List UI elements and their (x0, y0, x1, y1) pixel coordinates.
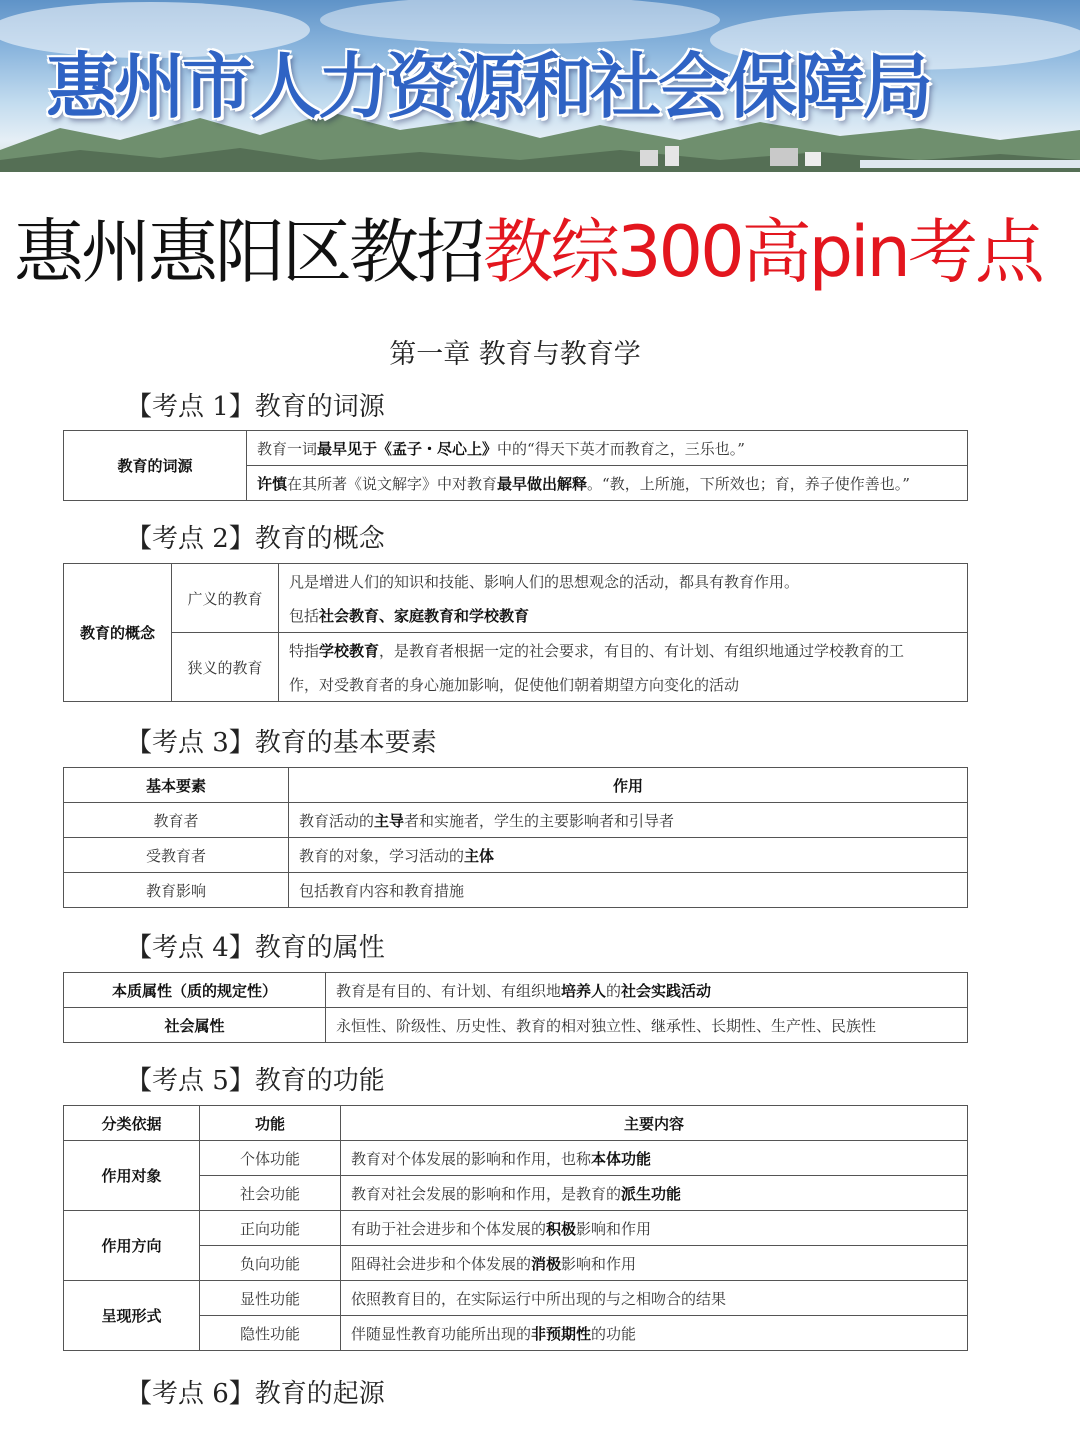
table-row (64, 1316, 968, 1351)
kp2-narrow-line2: 作，对受教育者的身心施加影响，促使他们朝着期望方向变化的活动 (279, 667, 968, 702)
kp4-r2-desc: 永恒性、阶级性、历史性、教育的相对独立性、继承性、长期性、生产性、民族性 (326, 1008, 968, 1043)
kp5-group1: 作用对象 (64, 1141, 200, 1211)
kp5-col3: 主要内容 (341, 1106, 968, 1141)
kp4-table (63, 972, 968, 1043)
kp5-f3-desc: 有助于社会进步和个体发展的积极影响和作用 (341, 1211, 968, 1246)
table-row (64, 564, 968, 599)
kp6-heading: 【考点 6】教育的起源 (126, 1379, 385, 1409)
table-row (64, 768, 968, 803)
kp5-f1-name: 个体功能 (200, 1141, 341, 1176)
kp2-narrow-line1: 特指学校教育，是教育者根据一定的社会要求，有目的、有计划、有组织地通过学校教育的工 (279, 633, 968, 668)
kp3-r3-desc: 包括教育内容和教育措施 (289, 873, 968, 908)
kp5-f5-name: 显性功能 (200, 1281, 341, 1316)
banner-title: 惠州市人力资源和社会保障局 (46, 45, 931, 128)
kp5-f3-name: 正向功能 (200, 1211, 341, 1246)
kp5-f5-desc: 依照教育目的，在实际运行中所出现的与之相吻合的结果 (341, 1281, 968, 1316)
kp1-heading: 【考点 1】教育的词源 (126, 392, 385, 422)
kp1-label: 教育的词源 (64, 431, 247, 501)
page-title-part1: 惠州惠阳区教招 (14, 211, 483, 293)
kp3-r1-desc: 教育活动的主导者和实施者，学生的主要影响者和引导者 (289, 803, 968, 838)
kp2-broad-line2: 包括社会教育、家庭教育和学校教育 (279, 598, 968, 633)
table-row (64, 1176, 968, 1211)
kp5-group2: 作用方向 (64, 1211, 200, 1281)
kp5-col1: 分类依据 (64, 1106, 200, 1141)
table-row (64, 1281, 968, 1316)
kp5-col2: 功能 (200, 1106, 341, 1141)
kp4-r1-name: 本质属性（质的规定性） (64, 973, 326, 1008)
kp3-r1-name: 教育者 (64, 803, 289, 838)
kp5-f2-name: 社会功能 (200, 1176, 341, 1211)
kp3-r2-desc: 教育的对象，学习活动的主体 (289, 838, 968, 873)
kp5-group3: 呈现形式 (64, 1281, 200, 1351)
kp5-f4-desc: 阻碍社会进步和个体发展的消极影响和作用 (341, 1246, 968, 1281)
kp3-r3-name: 教育影响 (64, 873, 289, 908)
table-row (64, 633, 968, 668)
table-row (64, 838, 968, 873)
table-row (64, 803, 968, 838)
table-row (64, 1211, 968, 1246)
kp2-narrow-label: 狭义的教育 (172, 633, 279, 702)
kp1-table (63, 430, 968, 501)
kp5-f4-name: 负向功能 (200, 1246, 341, 1281)
kp4-r1-desc: 教育是有目的、有计划、有组织地培养人的社会实践活动 (326, 973, 968, 1008)
kp5-f2-desc: 教育对社会发展的影响和作用，是教育的派生功能 (341, 1176, 968, 1211)
kp3-table (63, 767, 968, 908)
chapter-heading: 第一章 教育与教育学 (389, 339, 641, 370)
kp2-label: 教育的概念 (64, 564, 172, 702)
table-row (64, 431, 968, 466)
kp5-heading: 【考点 5】教育的功能 (126, 1066, 385, 1096)
table-row (64, 1106, 968, 1141)
kp3-r2-name: 受教育者 (64, 838, 289, 873)
kp5-f6-desc: 伴随显性教育功能所出现的非预期性的功能 (341, 1316, 968, 1351)
table-row (64, 973, 968, 1008)
kp1-row1: 教育一词最早见于《孟子・尽心上》中的“得天下英才而教育之，三乐也。” (247, 431, 968, 466)
table-row (64, 1246, 968, 1281)
page-title (14, 210, 1074, 294)
header-banner (0, 0, 1080, 172)
kp3-col2: 作用 (289, 768, 968, 803)
table-row (64, 873, 968, 908)
table-row (64, 1141, 968, 1176)
kp4-heading: 【考点 4】教育的属性 (126, 933, 385, 963)
kp4-r2-name: 社会属性 (64, 1008, 326, 1043)
page-title-part2: 教综300高pin考点 (483, 211, 1042, 293)
kp2-broad-label: 广义的教育 (172, 564, 279, 633)
kp3-col1: 基本要素 (64, 768, 289, 803)
kp5-f6-name: 隐性功能 (200, 1316, 341, 1351)
kp5-f1-desc: 教育对个体发展的影响和作用，也称本体功能 (341, 1141, 968, 1176)
kp1-row2: 许慎在其所著《说文解字》中对教育最早做出解释。“教，上所施，下所效也；育，养子使作善也。” (247, 466, 968, 501)
kp2-broad-line1: 凡是增进人们的知识和技能、影响人们的思想观念的活动，都具有教育作用。 (279, 564, 968, 599)
table-row (64, 1008, 968, 1043)
kp2-heading: 【考点 2】教育的概念 (126, 524, 385, 554)
kp3-heading: 【考点 3】教育的基本要素 (126, 728, 437, 758)
kp2-table (63, 563, 968, 702)
kp5-table (63, 1105, 968, 1351)
